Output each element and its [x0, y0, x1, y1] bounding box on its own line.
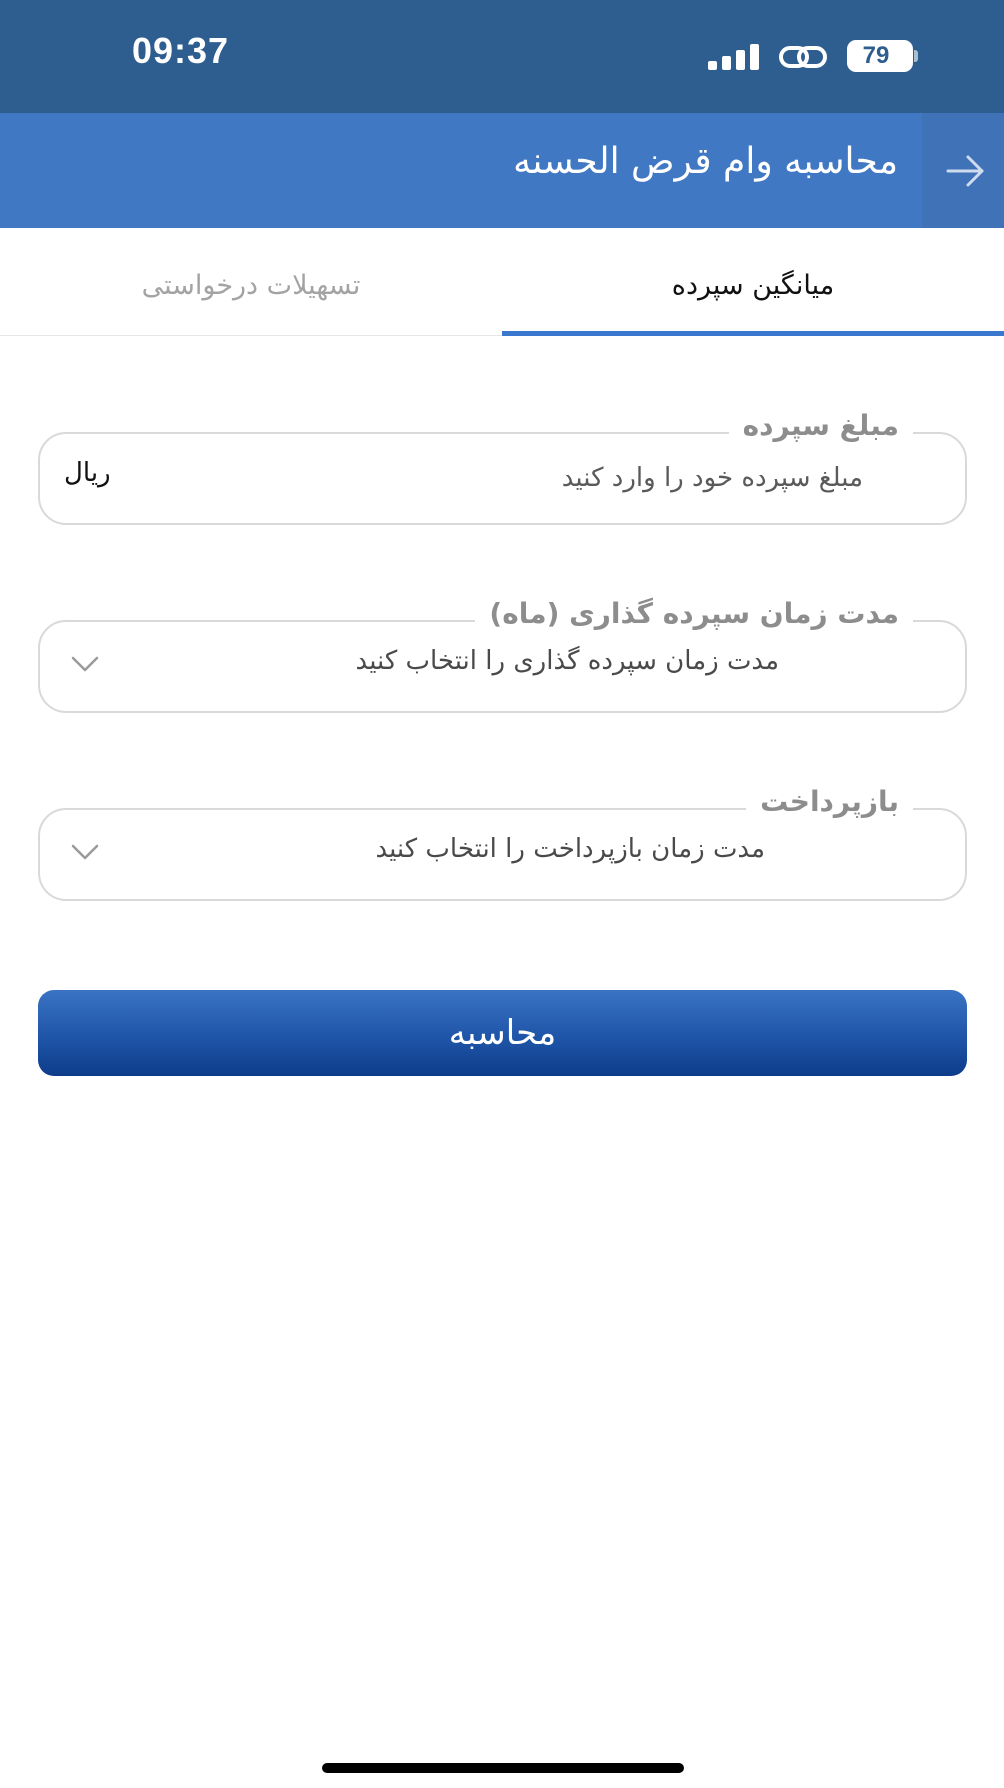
- chevron-down-icon: [70, 842, 100, 862]
- tab-bar: [0, 228, 1004, 336]
- repayment-select[interactable]: [38, 785, 967, 901]
- deposit-duration-select[interactable]: [38, 597, 967, 713]
- chevron-down-icon: [70, 654, 100, 674]
- active-tab-indicator: [502, 331, 1004, 336]
- deposit-amount-field: [38, 409, 967, 525]
- deposit-amount-input[interactable]: [305, 450, 865, 506]
- tab-requested-facilities[interactable]: تسهیلات درخواستی: [141, 270, 361, 301]
- link-icon: [778, 40, 828, 74]
- deposit-duration-label: مدت زمان سپرده گذاری (ماه): [475, 594, 913, 634]
- arrow-right-icon: [944, 149, 988, 193]
- battery-icon: [847, 40, 913, 72]
- calculate-button[interactable]: محاسبه: [38, 990, 967, 1076]
- status-time: 09:37: [132, 30, 230, 71]
- repayment-placeholder: مدت زمان بازپرداخت را انتخاب کنید: [375, 834, 765, 864]
- back-button[interactable]: [922, 113, 1004, 228]
- battery-tip: [914, 50, 918, 62]
- repayment-label: بازپرداخت: [746, 782, 913, 822]
- signal-bars-icon: [708, 44, 760, 70]
- currency-unit: ریال: [64, 458, 111, 488]
- app-header: [0, 113, 1004, 228]
- page-title: محاسبه وام قرض الحسنه: [513, 141, 898, 182]
- home-indicator[interactable]: [322, 1763, 684, 1773]
- tab-average-deposit[interactable]: میانگین سپرده: [671, 270, 835, 301]
- battery-level: 79: [862, 42, 890, 69]
- deposit-duration-placeholder: مدت زمان سپرده گذاری را انتخاب کنید: [355, 646, 779, 676]
- deposit-amount-label: مبلغ سپرده: [729, 406, 913, 446]
- status-bar: [0, 0, 1004, 113]
